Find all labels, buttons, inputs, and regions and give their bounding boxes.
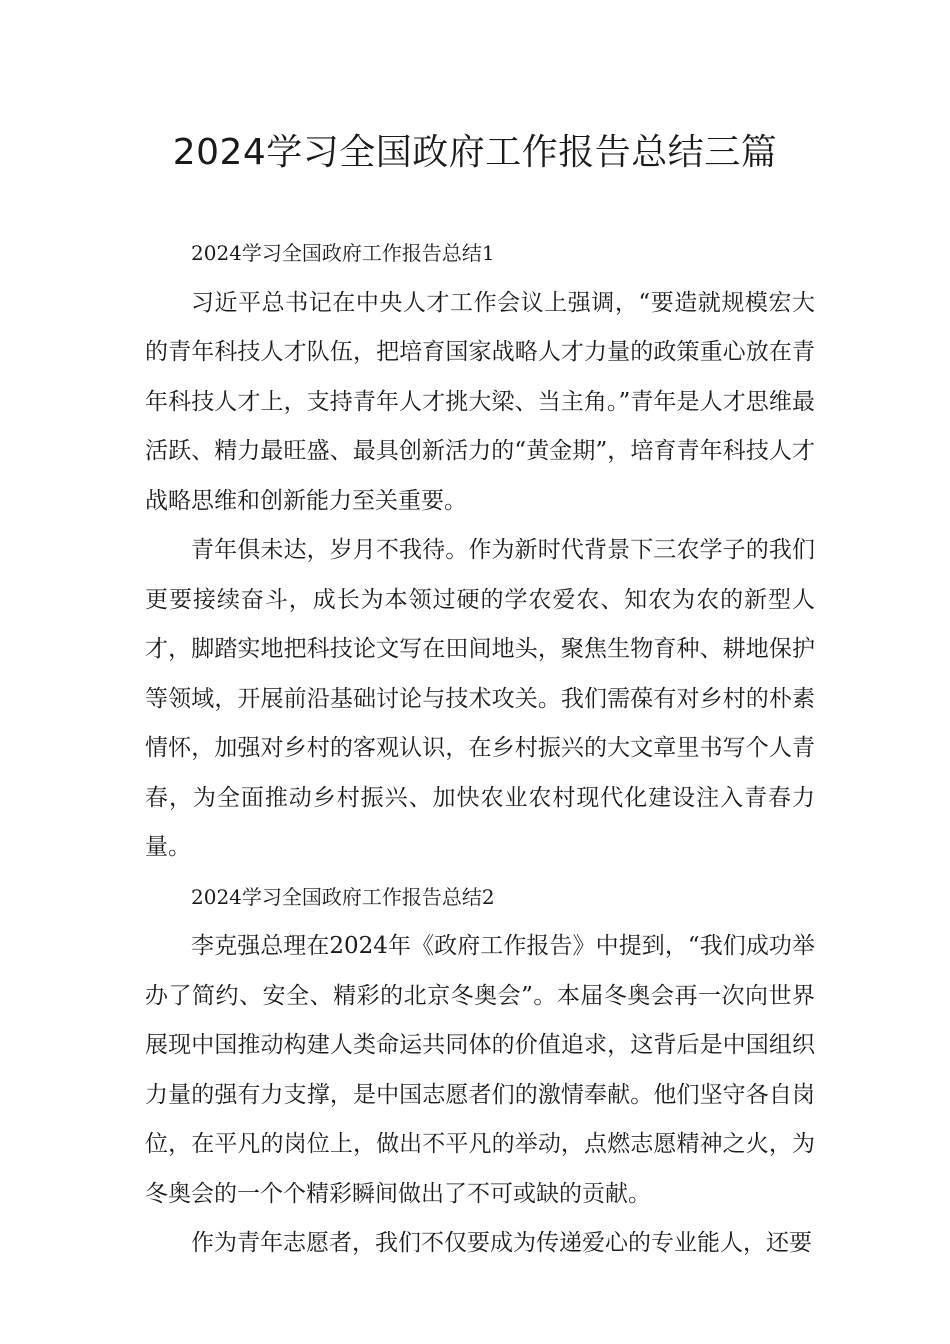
- section-heading-1: 2024学习全国政府工作报告总结1: [191, 241, 495, 265]
- body-paragraph: 作为青年志愿者，我们不仅要成为传递爱心的专业能人，还要: [191, 1230, 812, 1256]
- document-body: [145, 229, 815, 1269]
- body-paragraph: 青年俱未达，岁月不我待。作为新时代背景下三农学子的我们更要接续奋斗，成长为本领过硬的学农爱农、知农为农的新型人才，脚踏实地把科技论文写在田间地头，聚焦生物育种、耕地保护等领域，开展前沿基础讨论与技术攻关。我们需葆有对乡村的朴素情怀，加强对乡村的客观认识，在乡村振兴的大文章里书写个人青春，为全面推动乡村振兴、加快农业农村现代化建设注入青春力量。: [145, 537, 815, 860]
- body-paragraph: 习近平总书记在中央人才工作会议上强调，“要造就规模宏大的青年科技人才队伍，把培育国家战略人才力量的政策重心放在青年科技人才上，支持青年人才挑大梁、当主角。”青年是人才思维最活跃、精力最旺盛、最具创新活力的“黄金期”，培育青年科技人才战略思维和创新能力至关重要。: [145, 289, 815, 514]
- body-paragraph: 李克强总理在2024年《政府工作报告》中提到，“我们成功举办了简约、安全、精彩的北京冬奥会”。本届冬奥会再一次向世界展现中国推动构建人类命运共同体的价值追求，这背后是中国组织力量的强有力支撑，是中国志愿者们的激情奉献。他们坚守各自岗位，在平凡的岗位上，做出不平凡的举动，点燃志愿精神之火，为冬奥会的一个个精彩瞬间做出了不可或缺的贡献。: [145, 933, 815, 1207]
- section-heading-2: 2024学习全国政府工作报告总结2: [191, 884, 495, 909]
- document-title: 2024学习全国政府工作报告总结三篇: [172, 132, 778, 173]
